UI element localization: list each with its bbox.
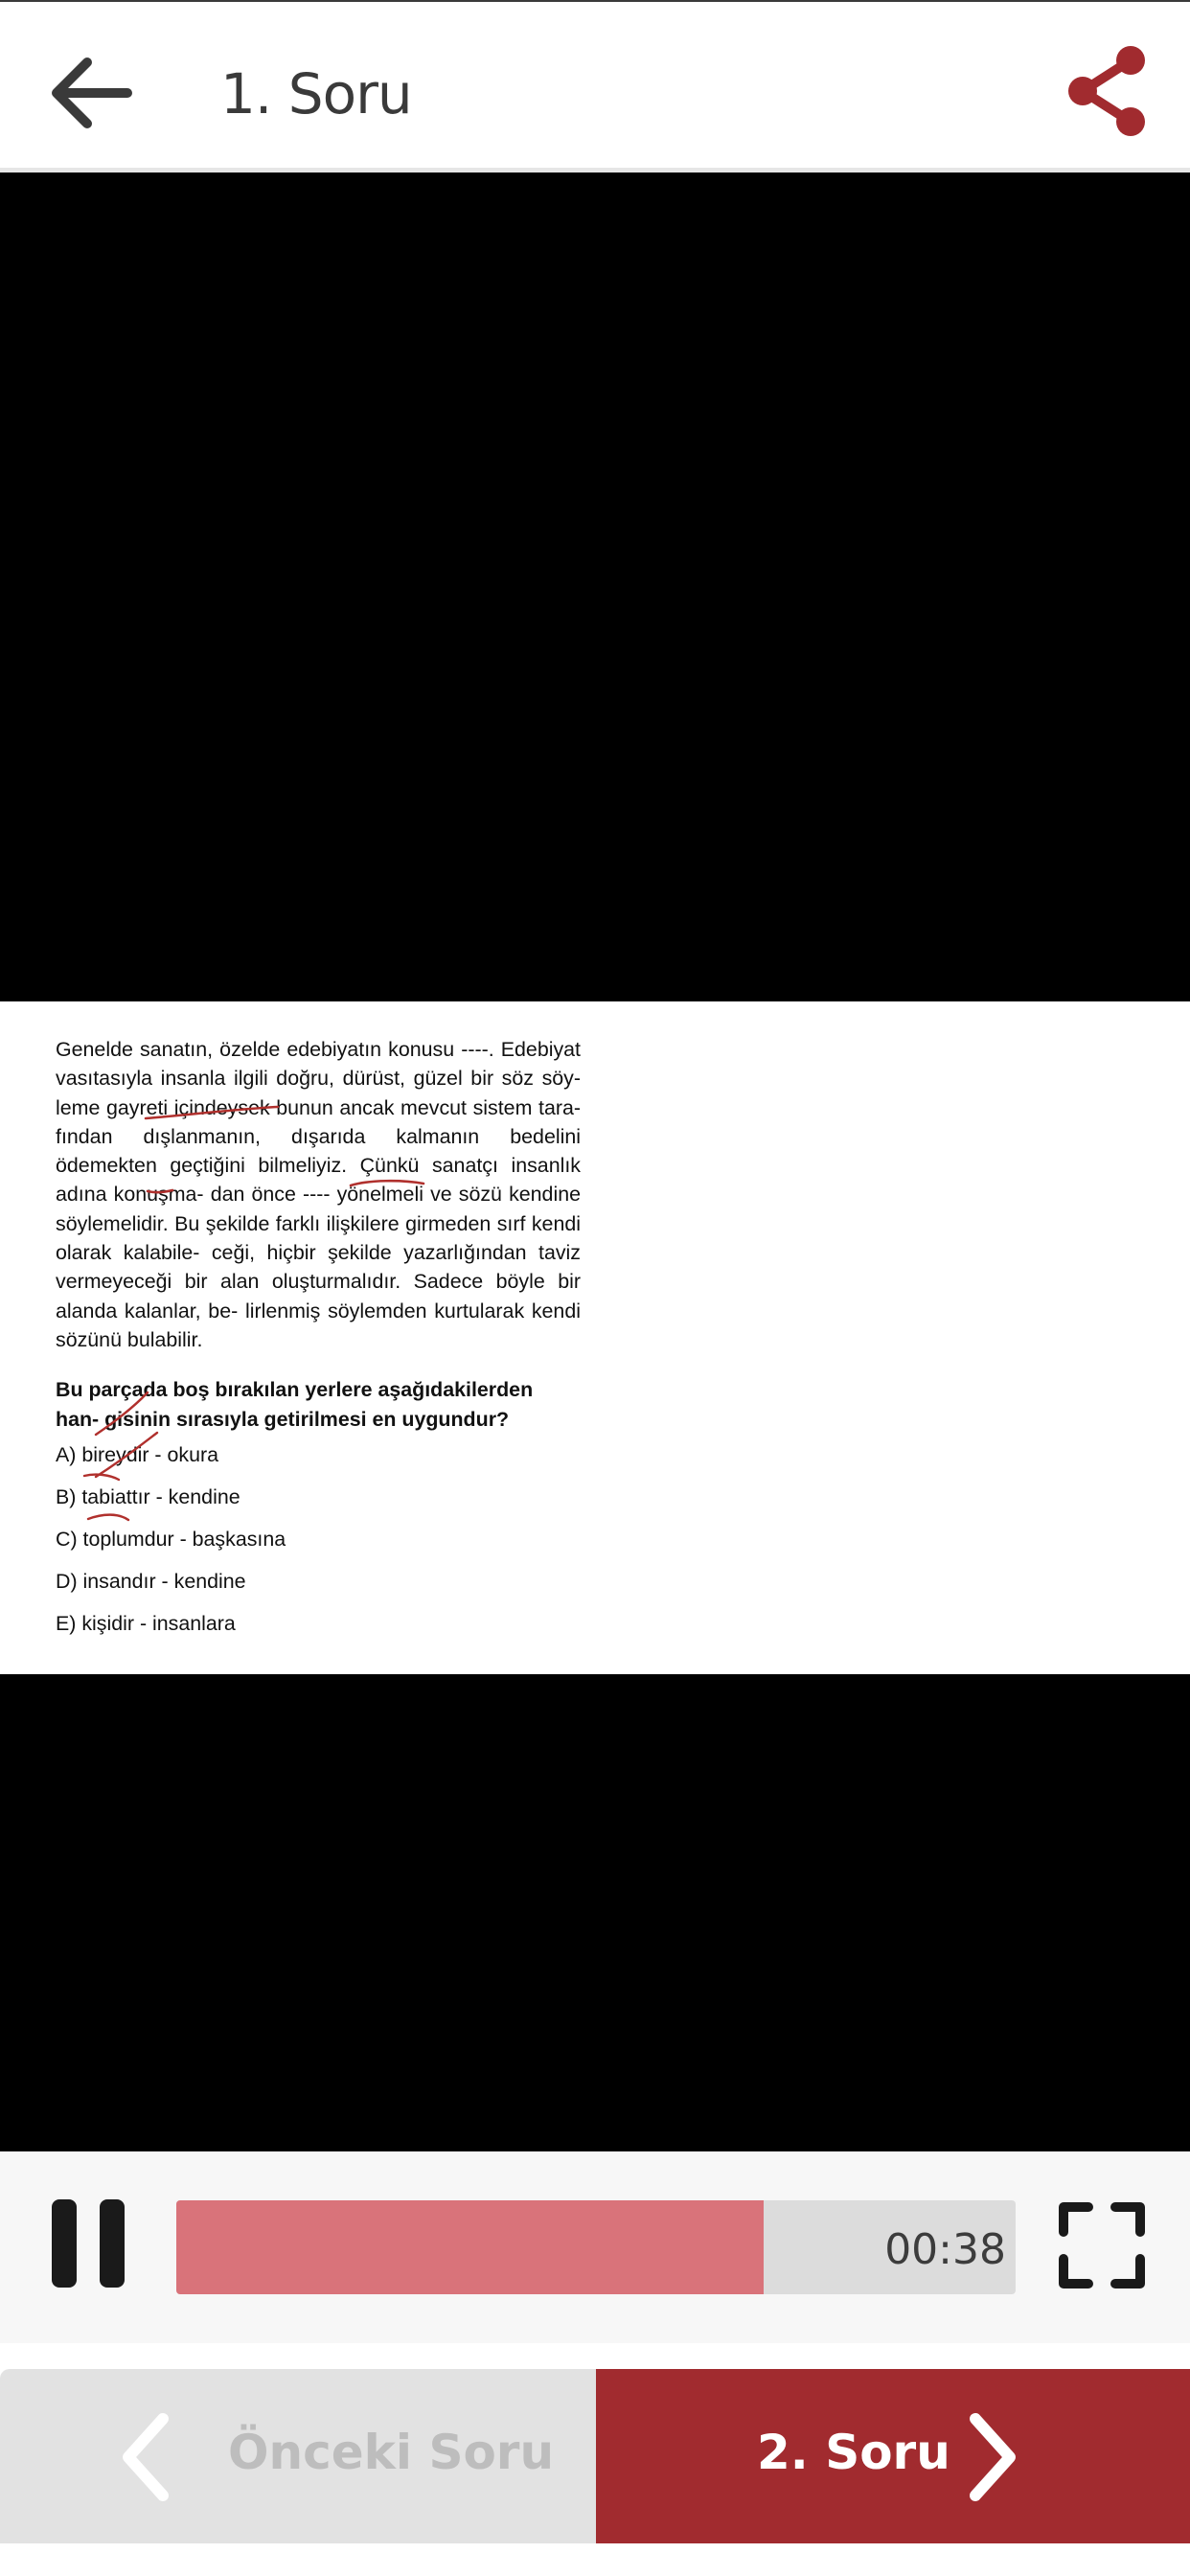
option-a: A) bireydir - okura <box>56 1443 218 1467</box>
share-button[interactable] <box>1054 38 1159 144</box>
time-label: 00:38 <box>884 2225 1006 2274</box>
paragraph-line: alan oluşturmalıdır. Sadece böyle bir alanda kalanlar, be- <box>56 1270 581 1322</box>
progress-fill <box>176 2200 764 2294</box>
chevron-left-icon <box>113 2409 180 2505</box>
bottom-safe-area <box>0 2543 1190 2576</box>
option-b: B) tabiattır - kendine <box>56 1485 240 1509</box>
question-document <box>56 1035 581 1638</box>
progress-bar[interactable] <box>176 2200 1016 2294</box>
paragraph-line: şekilde farklı ilişkilere girmeden sırf kendi olarak kalabile- <box>56 1211 581 1265</box>
arrow-left-icon <box>45 47 137 139</box>
next-question-button[interactable] <box>596 2369 1190 2543</box>
paragraph-line: leme gayreti içindeysek bunun ancak mevcut sistem tara- <box>56 1095 581 1119</box>
paragraph-line: lirlenmiş söylemden kurtularak kendi sözünü bulabilir. <box>56 1299 581 1351</box>
share-icon <box>1064 43 1150 139</box>
question-frame <box>0 1001 1190 1674</box>
paragraph-line: geçtiğini bilmeliyiz. Çünkü sanatçı insanlık adına konuşma- <box>56 1154 581 1207</box>
option-c: C) toplumdur - başkasına <box>56 1528 286 1552</box>
paragraph-line: vasıtasıyla insanla ilgili doğru, dürüst, güzel bir söz söy- <box>56 1067 581 1091</box>
paragraph-line: Genelde sanatın, özelde edebiyatın konusu ----. Edebiyat <box>56 1038 581 1061</box>
top-app-bar <box>0 2 1190 172</box>
video-player[interactable] <box>0 172 1190 2151</box>
question-line: gisinin sırasıyla getirilmesi en uygundur? <box>104 1407 510 1431</box>
next-question-label: 2. Soru <box>757 2425 950 2480</box>
previous-question-label: Önceki Soru <box>228 2425 555 2480</box>
question-navigation <box>0 2369 1190 2543</box>
pause-button[interactable] <box>46 2199 132 2295</box>
player-controls <box>0 2151 1190 2343</box>
chevron-right-icon <box>958 2409 1025 2505</box>
option-d: D) insandır - kendine <box>56 1570 246 1594</box>
back-button[interactable] <box>38 40 144 146</box>
fullscreen-button[interactable] <box>1056 2199 1148 2291</box>
question-paragraph <box>56 1035 581 1354</box>
question-stem <box>56 1375 581 1434</box>
option-e: E) kişidir - insanlara <box>56 1612 236 1636</box>
paragraph-line: dan önce ---- yönelmeli ve sözü kendine söylemelidir. Bu <box>56 1183 581 1235</box>
paragraph-line: fından dışlanmanın, dışarıda kalmanın bedelini ödemekten <box>56 1124 581 1178</box>
question-line: Bu parçada boş bırakılan yerlere aşağıdakilerden han- <box>56 1378 534 1431</box>
previous-question-button[interactable] <box>0 2369 596 2543</box>
fullscreen-icon <box>1056 2199 1148 2291</box>
paragraph-line: ceği, hiçbir şekilde yazarlığından taviz vermeyeceği bir <box>56 1241 581 1294</box>
page-title: 1. Soru <box>220 61 412 126</box>
